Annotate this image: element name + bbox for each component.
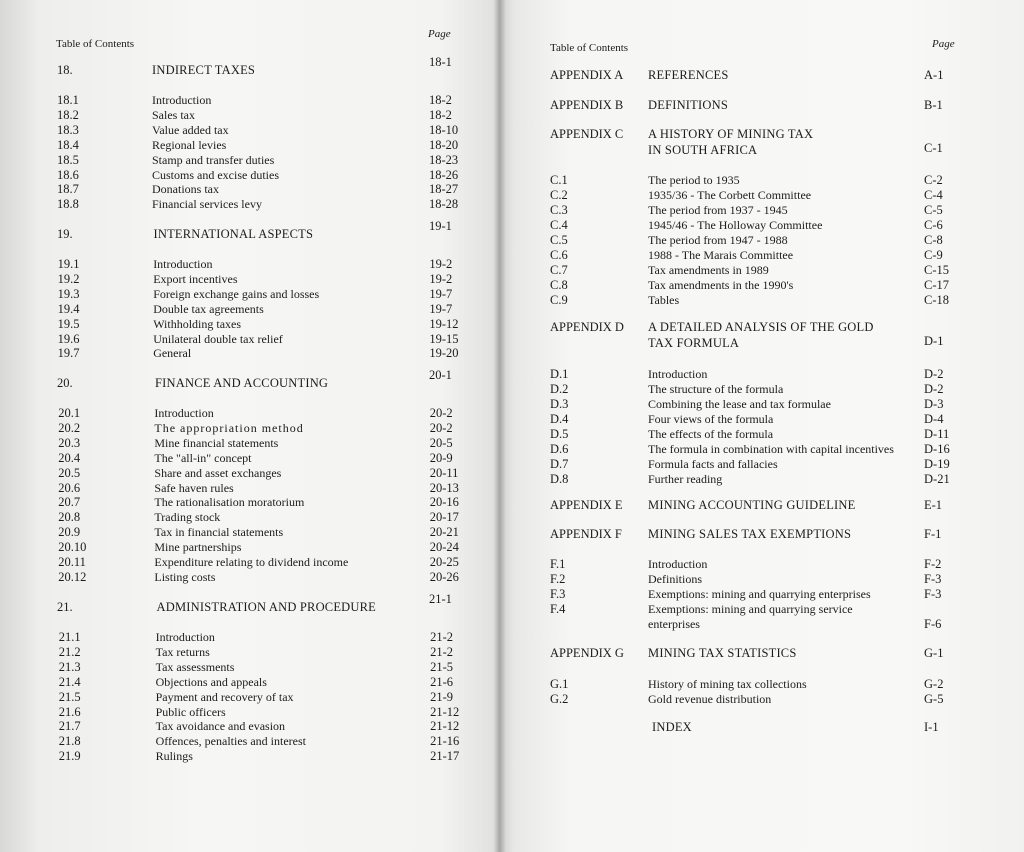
appendix-item-title: Tax amendments in 1989 bbox=[648, 263, 769, 277]
toc-item-title: Safe haven rules bbox=[154, 480, 234, 495]
toc-item-title: Mine financial statements bbox=[154, 435, 279, 450]
toc-item-page: 21-16 bbox=[430, 734, 460, 749]
toc-item-page: 19-12 bbox=[429, 316, 459, 331]
toc-item-title: Withholding taxes bbox=[153, 316, 242, 331]
appendix-title: INDEX bbox=[652, 720, 692, 734]
appendix-item-number: D.1 bbox=[550, 367, 569, 381]
toc-item-number: 21.4 bbox=[58, 674, 81, 689]
appendix-item-number: C.9 bbox=[550, 293, 568, 307]
toc-item-page: 20-17 bbox=[429, 510, 459, 525]
toc-item-title: General bbox=[153, 346, 192, 361]
toc-item-number: 20.3 bbox=[58, 435, 81, 450]
toc-item-title: Tax avoidance and evasion bbox=[155, 719, 286, 734]
appendix-item-title: Gold revenue distribution bbox=[648, 692, 772, 706]
toc-item-page: 20-21 bbox=[429, 525, 459, 540]
toc-item-number: 20.12 bbox=[58, 569, 87, 584]
toc-item-page: 21-12 bbox=[430, 704, 460, 719]
appendix-item-title: The effects of the formula bbox=[648, 427, 774, 441]
toc-item-title: Tax returns bbox=[155, 644, 210, 659]
appendix-page: E-1 bbox=[924, 498, 943, 512]
toc-item-page: 20-25 bbox=[429, 555, 459, 569]
appendix-label: APPENDIX B bbox=[550, 98, 624, 112]
appendix-item-page: D-3 bbox=[924, 397, 944, 411]
appendix-item-number: C.1 bbox=[550, 173, 568, 187]
appendix-item-page: D-2 bbox=[924, 382, 944, 396]
appendix-page: D-1 bbox=[924, 334, 944, 348]
toc-item-number: 21.9 bbox=[58, 749, 81, 764]
appendix-item-page: F-6 bbox=[924, 617, 942, 631]
toc-item-title: Regional levies bbox=[152, 137, 227, 152]
left-page bbox=[0, 0, 500, 852]
toc-item-number: 20.2 bbox=[58, 420, 81, 435]
toc-item-title: Share and asset exchanges bbox=[154, 465, 282, 480]
toc-item-page: 20-26 bbox=[429, 569, 459, 584]
toc-item-title: Sales tax bbox=[152, 107, 195, 122]
toc-item-title: Export incentives bbox=[153, 271, 238, 286]
toc-item-number: 18.7 bbox=[57, 182, 79, 197]
toc-header: Table of Contents bbox=[550, 42, 629, 54]
appendix-item-page: C-5 bbox=[924, 203, 943, 217]
appendix-item-page: D-4 bbox=[924, 412, 944, 426]
toc-item-title: Introduction bbox=[155, 630, 215, 644]
appendix-label: APPENDIX A bbox=[550, 68, 624, 82]
toc-item-number: 21.7 bbox=[58, 719, 81, 734]
toc-item-title: Customs and excise duties bbox=[152, 167, 279, 182]
toc-item-number: 19.6 bbox=[57, 331, 80, 346]
appendix-item-page: D-21 bbox=[924, 472, 950, 486]
toc-item-page: 21-6 bbox=[430, 674, 453, 689]
appendix-page: F-1 bbox=[924, 527, 942, 541]
toc-item-number: 20.5 bbox=[58, 465, 81, 480]
page-column-header: Page bbox=[932, 38, 955, 50]
appendix-item-title: The period to 1935 bbox=[648, 173, 740, 187]
appendix-title: TAX FORMULA bbox=[648, 336, 740, 350]
appendix-item-title: Tax amendments in the 1990's bbox=[648, 278, 794, 292]
toc-item-number: 19.5 bbox=[57, 316, 80, 331]
appendix-item-page: C-18 bbox=[924, 293, 949, 307]
toc-item-page: 20-11 bbox=[429, 465, 459, 480]
section-page: 19-1 bbox=[429, 219, 452, 233]
section-number: 20. bbox=[57, 376, 73, 390]
appendix-item-page: C-17 bbox=[924, 278, 949, 292]
appendix-item-number: F.3 bbox=[550, 587, 566, 601]
book-gutter bbox=[494, 0, 506, 852]
page-column-header: Page bbox=[428, 28, 451, 40]
appendix-item-page: C-15 bbox=[924, 263, 949, 277]
toc-item-page: 21-12 bbox=[430, 719, 460, 734]
appendix-title: MINING ACCOUNTING GUIDELINE bbox=[648, 498, 856, 512]
toc-item-page: 20-24 bbox=[429, 540, 459, 555]
appendix-item-title-cont: enterprises bbox=[648, 617, 700, 631]
appendix-item-page: G-5 bbox=[924, 692, 944, 706]
appendix-item-title: Tables bbox=[648, 293, 680, 307]
appendix-item-number: D.7 bbox=[550, 457, 569, 471]
appendix-item-title: The period from 1947 - 1988 bbox=[648, 233, 788, 247]
toc-item-title: Donations tax bbox=[152, 182, 219, 197]
section-page: 18-1 bbox=[429, 55, 452, 69]
section-number: 21. bbox=[57, 600, 73, 614]
toc-item-title: Tax in financial statements bbox=[154, 525, 284, 540]
toc-item-page: 20-2 bbox=[429, 406, 453, 420]
appendix-item-number: G.1 bbox=[550, 677, 569, 691]
appendix-item-number: G.2 bbox=[550, 692, 569, 706]
appendix-item-title: Introduction bbox=[648, 367, 708, 381]
appendix-item-title: Four views of the formula bbox=[648, 412, 774, 426]
toc-item-page: 19-2 bbox=[429, 257, 453, 271]
toc-item-title: Stamp and transfer duties bbox=[152, 152, 275, 167]
appendix-item-page: F-2 bbox=[924, 557, 942, 571]
toc-item-number: 20.10 bbox=[58, 540, 87, 555]
section-number: 19. bbox=[57, 227, 73, 241]
toc-item-number: 18.2 bbox=[57, 107, 79, 122]
toc-item-number: 21.3 bbox=[58, 659, 81, 674]
appendix-item-number: C.3 bbox=[550, 203, 568, 217]
toc-item-title: The rationalisation moratorium bbox=[154, 495, 305, 510]
appendix-item-title: Combining the lease and tax formulae bbox=[648, 397, 831, 411]
toc-item-number: 19.3 bbox=[57, 286, 80, 301]
toc-item-page: 18-23 bbox=[429, 152, 459, 167]
appendix-item-number: D.6 bbox=[550, 442, 569, 456]
toc-item-title: Listing costs bbox=[154, 569, 216, 584]
appendix-item-title: 1945/46 - The Holloway Committee bbox=[648, 218, 823, 232]
right-page bbox=[500, 0, 1024, 852]
toc-item-number: 18.5 bbox=[57, 152, 79, 167]
toc-item-title: The appropriation method bbox=[154, 420, 304, 435]
section-page: 20-1 bbox=[429, 368, 452, 382]
toc-item-title: Tax assessments bbox=[155, 659, 235, 674]
appendix-item-number: C.6 bbox=[550, 248, 568, 262]
appendix-item-title: 1935/36 - The Corbett Committee bbox=[648, 188, 812, 202]
toc-item-number: 21.1 bbox=[58, 630, 81, 644]
toc-item-number: 20.8 bbox=[58, 510, 81, 525]
appendix-item-number: F.2 bbox=[550, 572, 566, 586]
appendix-item-page: C-6 bbox=[924, 218, 943, 232]
toc-item-title: Objections and appeals bbox=[155, 674, 267, 689]
toc-item-title: Public officers bbox=[155, 704, 226, 719]
toc-item-title: Offences, penalties and interest bbox=[155, 734, 306, 749]
toc-item-page: 18-10 bbox=[429, 122, 459, 137]
toc-item-number: 20.4 bbox=[58, 450, 81, 465]
appendix-item-title: The structure of the formula bbox=[648, 382, 784, 396]
appendix-title: A DETAILED ANALYSIS OF THE GOLD bbox=[648, 320, 874, 334]
toc-item-number: 21.5 bbox=[58, 689, 81, 704]
appendix-label: APPENDIX G bbox=[550, 646, 624, 660]
appendix-item-page: C-8 bbox=[924, 233, 943, 247]
section-title: INDIRECT TAXES bbox=[152, 63, 256, 77]
toc-item-title: Trading stock bbox=[154, 510, 221, 525]
toc-item-title: Unilateral double tax relief bbox=[153, 331, 283, 346]
toc-item-number: 18.3 bbox=[57, 122, 79, 137]
toc-item-number: 20.11 bbox=[58, 555, 86, 569]
toc-item-number: 20.7 bbox=[58, 495, 81, 510]
toc-item-page: 19-15 bbox=[429, 331, 459, 346]
toc-item-title: Financial services levy bbox=[152, 197, 262, 212]
appendix-item-page: C-9 bbox=[924, 248, 943, 262]
appendix-page: A-1 bbox=[924, 68, 944, 82]
toc-item-page: 20-5 bbox=[429, 435, 453, 450]
section-number: 18. bbox=[57, 63, 73, 77]
toc-item-page: 19-7 bbox=[429, 286, 453, 301]
appendix-title: IN SOUTH AFRICA bbox=[648, 143, 758, 157]
appendix-label: APPENDIX F bbox=[550, 527, 622, 541]
toc-item-page: 18-27 bbox=[429, 182, 459, 197]
toc-item-number: 20.9 bbox=[58, 525, 81, 540]
toc-item-page: 21-2 bbox=[430, 644, 453, 659]
toc-item-number: 18.1 bbox=[57, 93, 79, 107]
appendix-item-page: C-2 bbox=[924, 173, 943, 187]
toc-item-title: Double tax agreements bbox=[153, 301, 264, 316]
toc-item-number: 21.6 bbox=[58, 704, 81, 719]
appendix-item-title: The period from 1937 - 1945 bbox=[648, 203, 788, 217]
appendix-item-number: D.2 bbox=[550, 382, 569, 396]
appendix-item-number: C.5 bbox=[550, 233, 568, 247]
toc-item-page: 18-2 bbox=[429, 93, 452, 107]
appendix-item-number: D.3 bbox=[550, 397, 569, 411]
appendix-item-page: D-11 bbox=[924, 427, 950, 441]
appendix-item-page: G-2 bbox=[924, 677, 944, 691]
toc-item-page: 19-20 bbox=[429, 346, 459, 361]
appendix-title: A HISTORY OF MINING TAX bbox=[648, 127, 814, 141]
toc-item-number: 18.4 bbox=[57, 137, 79, 152]
toc-item-number: 21.8 bbox=[58, 734, 81, 749]
toc-item-number: 19.4 bbox=[57, 301, 80, 316]
toc-item-page: 18-28 bbox=[429, 197, 459, 212]
appendix-label: APPENDIX C bbox=[550, 127, 624, 141]
appendix-item-number: D.5 bbox=[550, 427, 569, 441]
appendix-title: MINING TAX STATISTICS bbox=[648, 646, 797, 660]
appendix-item-number: D.4 bbox=[550, 412, 569, 426]
appendix-title: REFERENCES bbox=[648, 68, 729, 82]
appendix-page: B-1 bbox=[924, 98, 943, 112]
appendix-item-title: Formula facts and fallacies bbox=[648, 457, 778, 471]
appendix-page: C-1 bbox=[924, 141, 943, 155]
appendix-item-title: Further reading bbox=[648, 472, 723, 486]
appendix-item-number: F.1 bbox=[550, 557, 566, 571]
toc-item-number: 21.2 bbox=[58, 644, 81, 659]
appendix-item-title: The formula in combination with capital incentives bbox=[648, 442, 894, 456]
appendix-page: G-1 bbox=[924, 646, 944, 660]
section-title: INTERNATIONAL ASPECTS bbox=[153, 227, 314, 241]
toc-item-title: Introduction bbox=[154, 406, 214, 420]
appendix-title: DEFINITIONS bbox=[648, 98, 728, 112]
toc-item-title: Value added tax bbox=[152, 122, 229, 137]
toc-item-number: 20.6 bbox=[58, 480, 81, 495]
toc-item-page: 18-2 bbox=[429, 107, 452, 122]
appendix-item-page: F-3 bbox=[924, 572, 942, 586]
toc-item-page: 18-26 bbox=[429, 167, 459, 182]
appendix-item-number: C.7 bbox=[550, 263, 568, 277]
appendix-item-page: D-16 bbox=[924, 442, 950, 456]
appendix-item-page: C-4 bbox=[924, 188, 943, 202]
toc-item-page: 21-2 bbox=[430, 630, 453, 644]
appendix-page: I-1 bbox=[924, 720, 939, 734]
appendix-item-number: D.8 bbox=[550, 472, 569, 486]
appendix-item-page: D-19 bbox=[924, 457, 950, 471]
toc-item-title: Expenditure relating to dividend income bbox=[154, 555, 349, 569]
appendix-item-number: F.4 bbox=[550, 602, 566, 616]
toc-item-number: 18.6 bbox=[57, 167, 79, 182]
section-page: 21-1 bbox=[429, 592, 452, 606]
appendix-title: MINING SALES TAX EXEMPTIONS bbox=[648, 527, 852, 541]
appendix-item-title: Exemptions: mining and quarrying enterprises bbox=[648, 587, 871, 601]
toc-item-page: 20-9 bbox=[429, 450, 453, 465]
appendix-item-page: D-2 bbox=[924, 367, 944, 381]
toc-item-page: 21-17 bbox=[430, 749, 460, 764]
toc-item-title: Foreign exchange gains and losses bbox=[153, 286, 320, 301]
toc-item-title: Rulings bbox=[155, 749, 193, 764]
toc-item-title: Introduction bbox=[153, 257, 213, 271]
section-title: FINANCE AND ACCOUNTING bbox=[155, 376, 329, 390]
section-title: ADMINISTRATION AND PROCEDURE bbox=[156, 600, 376, 614]
toc-item-page: 20-16 bbox=[429, 495, 459, 510]
toc-item-title: Introduction bbox=[152, 93, 212, 107]
toc-item-title: Mine partnerships bbox=[154, 540, 242, 555]
appendix-item-title: Exemptions: mining and quarrying service bbox=[648, 602, 853, 616]
toc-item-page: 20-13 bbox=[429, 480, 459, 495]
appendix-item-page: F-3 bbox=[924, 587, 942, 601]
appendix-item-title: Introduction bbox=[648, 557, 708, 571]
appendix-label: APPENDIX E bbox=[550, 498, 623, 512]
appendix-label: APPENDIX D bbox=[550, 320, 624, 334]
appendix-item-title: Definitions bbox=[648, 572, 702, 586]
toc-item-page: 21-5 bbox=[430, 659, 453, 674]
toc-item-number: 19.1 bbox=[57, 257, 80, 271]
appendix-item-number: C.2 bbox=[550, 188, 568, 202]
appendix-item-number: C.8 bbox=[550, 278, 568, 292]
appendix-item-number: C.4 bbox=[550, 218, 568, 232]
toc-item-page: 20-2 bbox=[429, 420, 453, 435]
toc-header: Table of Contents bbox=[56, 38, 135, 50]
toc-item-title: Payment and recovery of tax bbox=[155, 689, 294, 704]
appendix-item-title: 1988 - The Marais Committee bbox=[648, 248, 794, 262]
toc-item-page: 19-2 bbox=[429, 271, 453, 286]
toc-item-number: 19.2 bbox=[57, 271, 80, 286]
toc-item-page: 18-20 bbox=[429, 137, 459, 152]
toc-item-page: 21-9 bbox=[430, 689, 453, 704]
toc-item-number: 18.8 bbox=[57, 197, 79, 212]
toc-item-number: 19.7 bbox=[57, 346, 80, 361]
toc-item-number: 20.1 bbox=[58, 406, 81, 420]
toc-item-title: The "all-in" concept bbox=[154, 450, 252, 465]
toc-item-page: 19-7 bbox=[429, 301, 453, 316]
appendix-item-title: History of mining tax collections bbox=[648, 677, 807, 691]
